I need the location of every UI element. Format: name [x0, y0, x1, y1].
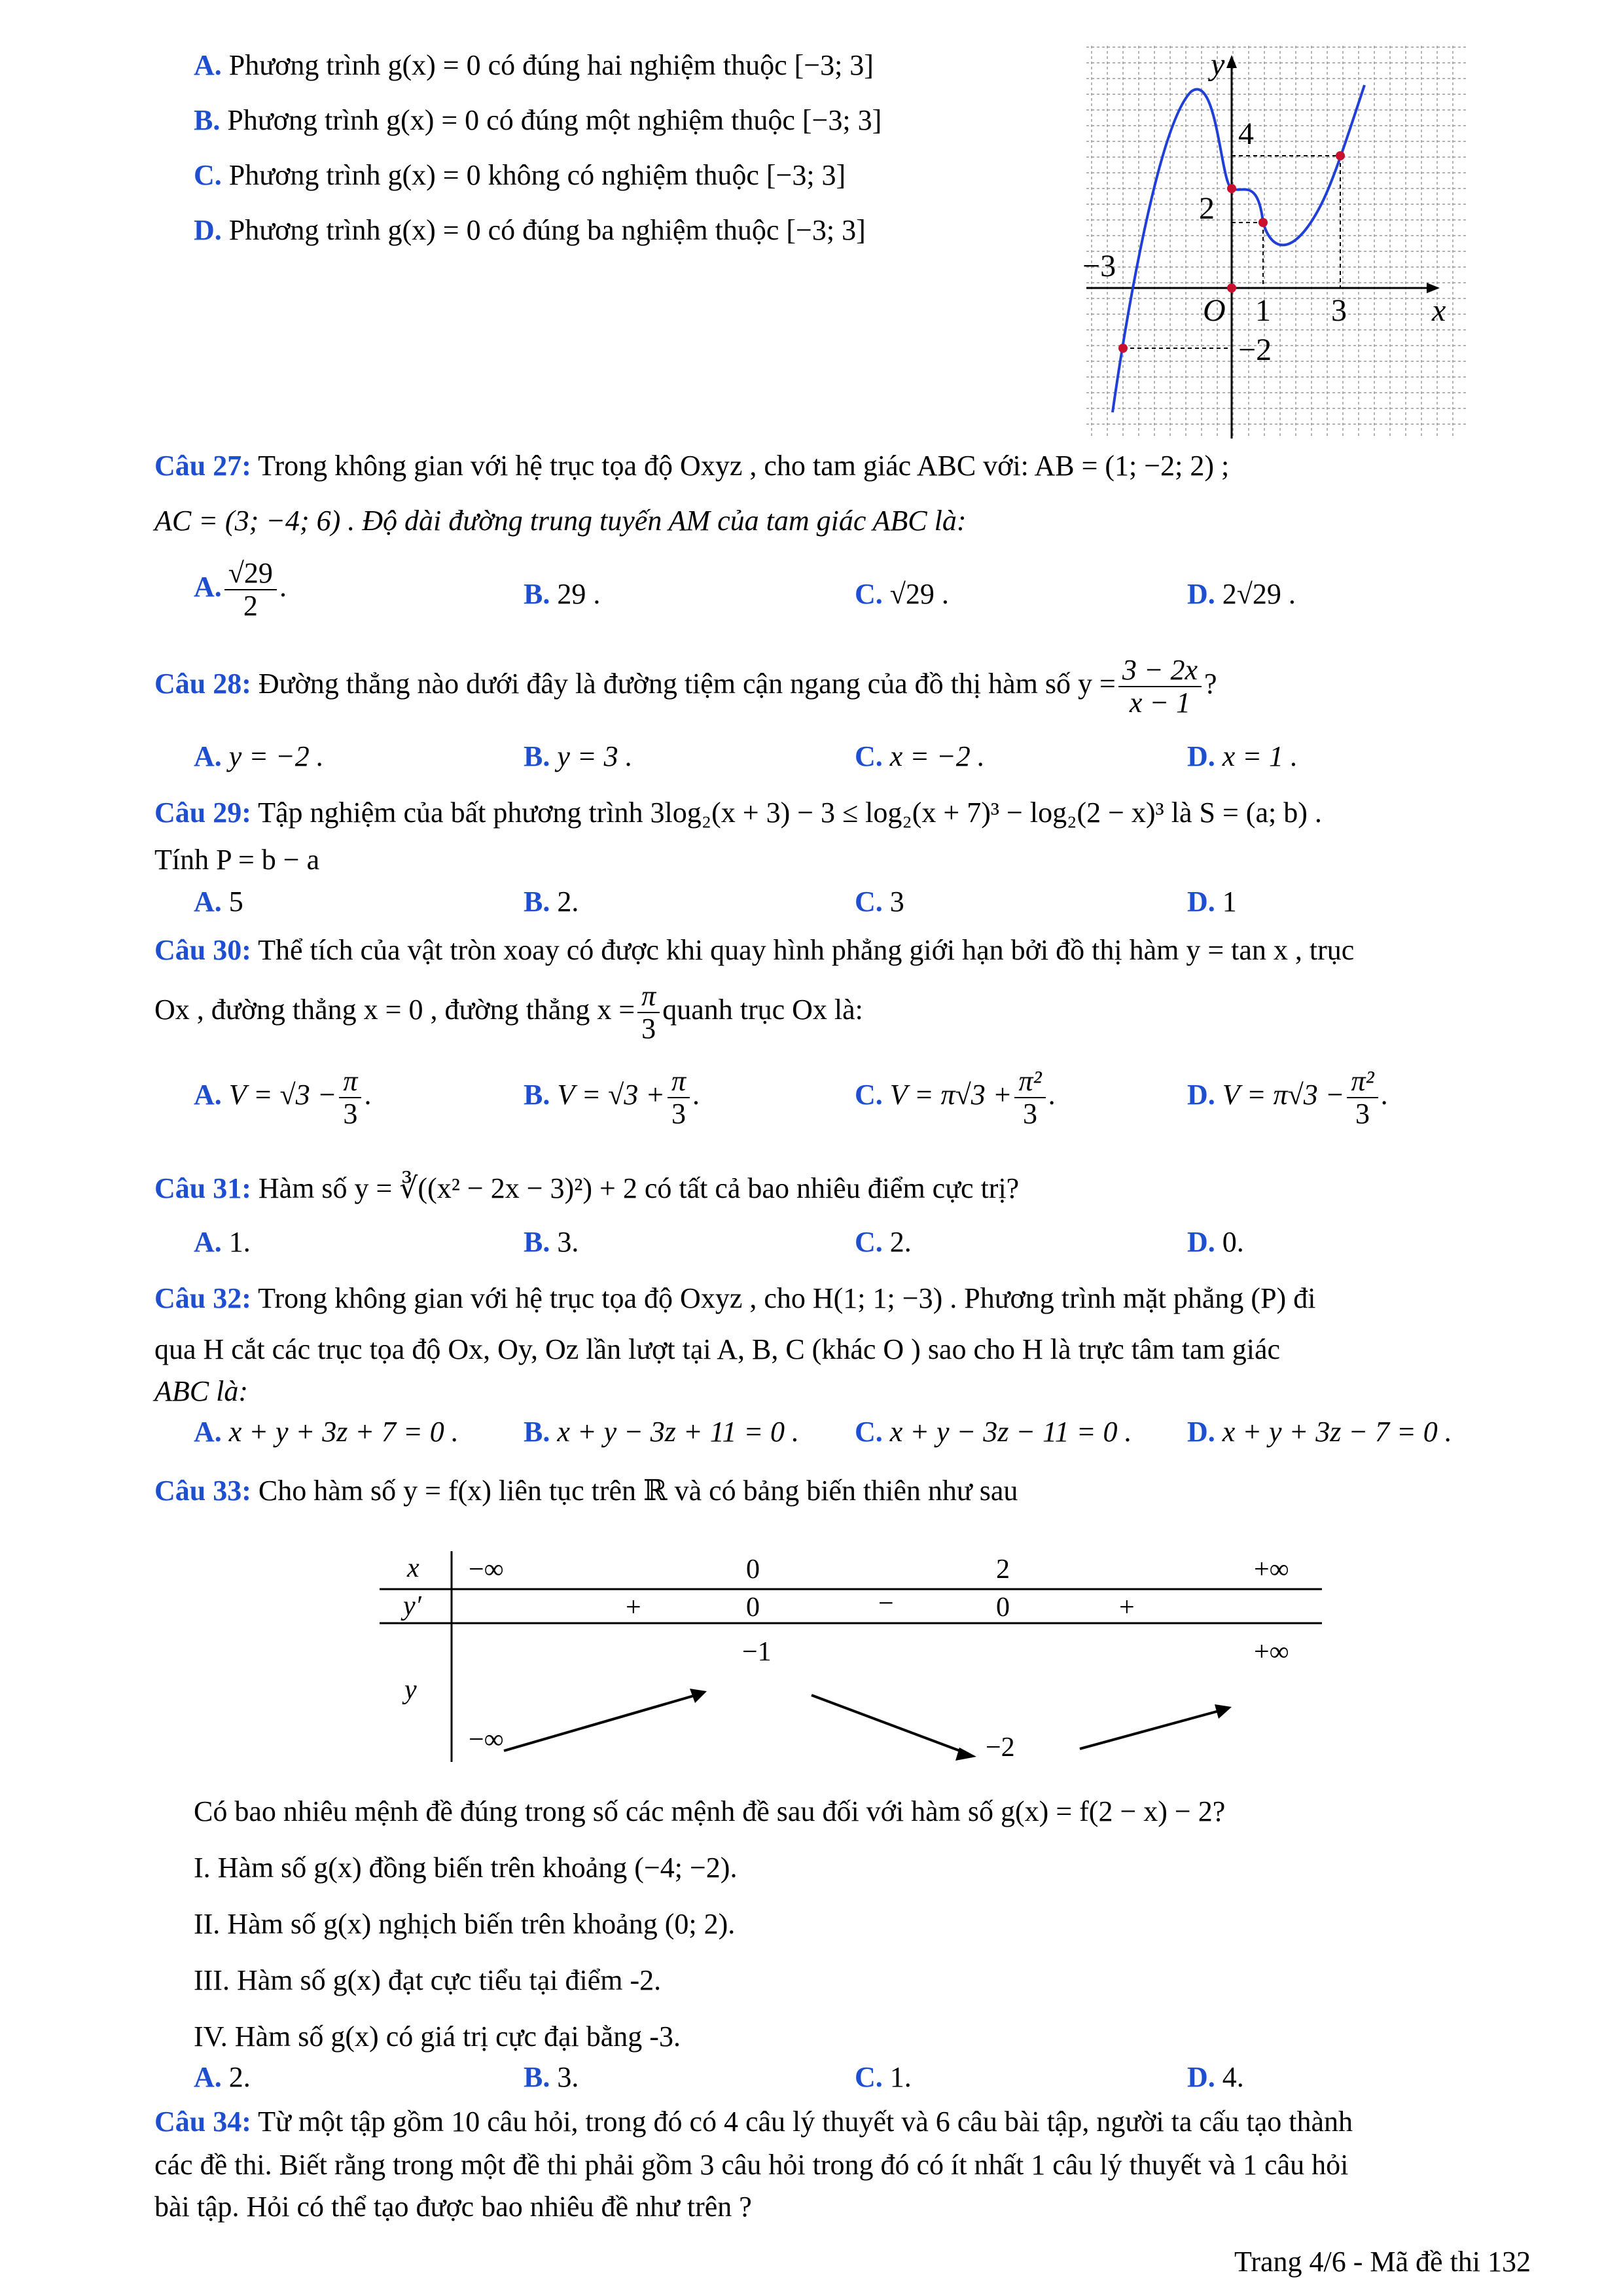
q30-option-a[interactable]: A. V = √3 − $\frac{\pi}{3}$ . — [194, 1065, 372, 1130]
sign-plus-2: + — [1119, 1592, 1135, 1623]
q33-option-c[interactable]: C. 1. — [855, 2061, 912, 2093]
q33-option-d[interactable]: D. 4. — [1187, 2061, 1244, 2093]
x-two: 2 — [996, 1554, 1010, 1585]
tick-x-1: 1 — [1255, 293, 1271, 328]
x-minus-inf: −∞ — [469, 1554, 504, 1585]
q30-line2: Ox , đường thẳng x = 0 , đường thẳng x = $\frac{\pi}{3}$ quanh trục Ox là: — [154, 980, 863, 1045]
q27-option-a[interactable]: A. $\frac{√29}{2}$ . — [194, 557, 287, 622]
sign-minus: − — [878, 1588, 894, 1619]
q33-sub-question: Có bao nhiêu mệnh đề đúng trong số các mệnh đề sau đối với hàm số g(x) = f(2 − x) − 2? — [194, 1795, 1226, 1827]
q30-option-c[interactable]: C. V = π√3 + $\frac{\text{π²}}{3}$ . — [855, 1065, 1056, 1130]
q30-option-b[interactable]: B. V = √3 + $\frac{\pi}{3}$ . — [524, 1065, 700, 1130]
tick-y-neg2: −2 — [1238, 332, 1272, 367]
q27-option-b[interactable]: B. 29 . — [524, 578, 601, 610]
point-x1 — [1258, 218, 1268, 227]
q30-a-fraction: $\frac{\pi}{3}$ — [339, 1066, 361, 1130]
q30-fraction: $\frac{\pi}{3}$ — [637, 980, 660, 1045]
q30-option-d[interactable]: D. V = π√3 − $\frac{\text{π²}}{3}$ . — [1187, 1065, 1388, 1130]
q34-line2: các đề thi. Biết rằng trong một đề thi phải gồm 3 câu hỏi trong đó có ít nhất 1 câu lý thuyết và 1 câu hỏi — [154, 2149, 1349, 2181]
arrow-down — [812, 1695, 969, 1754]
q29-option-a[interactable]: A. 5 — [194, 886, 243, 918]
function-graph — [1082, 46, 1479, 439]
arrow-up-1 — [504, 1694, 700, 1751]
q33-statement-3: III. Hàm số g(x) đạt cực tiểu tại điểm -2. — [194, 1964, 662, 1996]
q34-line1: Câu 34: Từ một tập gồm 10 câu hỏi, trong đó có 4 câu lý thuyết và 6 câu bài tập, người ta cấu tạo thành — [154, 2106, 1353, 2138]
q33-statement-1: I. Hàm số g(x) đồng biến trên khoảng (−4; −2). — [194, 1852, 738, 1884]
q28-option-b[interactable]: B. y = 3 . — [524, 740, 633, 772]
q31-option-b[interactable]: B. 3. — [524, 1226, 579, 1258]
sign-zero-2: 0 — [996, 1592, 1010, 1623]
q33-statement-2: II. Hàm số g(x) nghịch biến trên khoảng (0; 2). — [194, 1908, 736, 1940]
q33-option-b[interactable]: B. 3. — [524, 2061, 579, 2093]
q30-line1: Câu 30: Thể tích của vật tròn xoay có được khi quay hình phẳng giới hạn bởi đồ thị hàm y = tan x , trục — [154, 934, 1355, 966]
point-curve-y-axis — [1227, 184, 1236, 193]
q28-option-c[interactable]: C. x = −2 . — [855, 740, 985, 772]
variation-table — [380, 1551, 1335, 1787]
q27-option-d[interactable]: D. 2√29 . — [1187, 578, 1296, 610]
q32-line3: ABC là: — [154, 1375, 248, 1407]
y-minus-inf: −∞ — [469, 1725, 504, 1755]
row-x-label: x — [407, 1553, 419, 1583]
q26-option-b[interactable]: B. Phương trình g(x) = 0 có đúng một nghiệm thuộc [−3; 3] — [194, 104, 882, 136]
q29-option-c[interactable]: C. 3 — [855, 886, 904, 918]
q26-option-c[interactable]: C. Phương trình g(x) = 0 không có nghiệm thuộc [−3; 3] — [194, 159, 846, 191]
sign-plus-1: + — [626, 1592, 641, 1623]
q33-option-a[interactable]: A. 2. — [194, 2061, 251, 2093]
q31-question: Câu 31: Hàm số y = ∛((x² − 2x − 3)²) + 2 có tất cả bao nhiêu điểm cực trị? — [154, 1172, 1020, 1204]
q29-option-b[interactable]: B. 2. — [524, 886, 579, 918]
q33-question: Câu 33: Cho hàm số y = f(x) liên tục trên ℝ và có bảng biến thiên như sau — [154, 1475, 1018, 1507]
q30-d-fraction: $\frac{\text{π²}}{3}$ — [1347, 1066, 1378, 1130]
q28-fraction: $\frac{3 - 2x}{x - 1}$ — [1118, 655, 1202, 719]
variation-table-lines — [380, 1551, 1335, 1787]
q29-option-d[interactable]: D. 1 — [1187, 886, 1237, 918]
q34-line3: bài tập. Hỏi có thể tạo được bao nhiêu đề như trên ? — [154, 2191, 752, 2223]
point-x-neg3 — [1118, 344, 1128, 353]
x-axis-arrow — [1427, 283, 1440, 293]
arrow-up-2 — [1080, 1710, 1224, 1749]
q32-line1: Câu 32: Trong không gian với hệ trục tọa độ Oxyz , cho H(1; 1; −3) . Phương trình mặt phẳng (P) đi — [154, 1282, 1316, 1314]
y-plus-inf: +∞ — [1254, 1637, 1289, 1667]
tick-y-4: 4 — [1238, 117, 1254, 151]
q27-line2: AC = (3; −4; 6) . Độ dài đường trung tuyến AM của tam giác ABC là: — [154, 505, 967, 537]
q33-statement-4: IV. Hàm số g(x) có giá trị cực đại bằng -3. — [194, 2020, 681, 2053]
q28-option-d[interactable]: D. x = 1 . — [1187, 740, 1298, 772]
q30-c-fraction: $\frac{\text{π²}}{3}$ — [1014, 1066, 1045, 1130]
q26-option-d[interactable]: D. Phương trình g(x) = 0 có đúng ba nghiệm thuộc [−3; 3] — [194, 214, 866, 246]
y-min: −2 — [986, 1732, 1015, 1763]
y-axis-label: y — [1211, 47, 1225, 82]
tick-x-3: 3 — [1331, 293, 1347, 328]
q27-line1: Câu 27: Trong không gian với hệ trục tọa độ Oxyz , cho tam giác ABC với: AB = (1; −2; 2) ; — [154, 450, 1230, 482]
x-zero: 0 — [746, 1554, 760, 1585]
tick-x-neg3: −3 — [1082, 249, 1116, 283]
q31-option-c[interactable]: C. 2. — [855, 1226, 912, 1258]
q27-option-c[interactable]: C. √29 . — [855, 578, 949, 610]
q29-line1: Câu 29: Tập nghiệm của bất phương trình 3log₂(x + 3) − 3 ≤ log₂(x + 7)³ − log₂(2 − x)³ là S = (a; b) . — [154, 797, 1322, 829]
point-x3 — [1336, 151, 1345, 160]
tick-y-2: 2 — [1199, 191, 1215, 226]
q32-option-c[interactable]: C. x + y − 3z − 11 = 0 . — [855, 1416, 1132, 1448]
y-axis-arrow — [1226, 55, 1237, 68]
row-yprime-label: y′ — [403, 1591, 421, 1621]
y-max: −1 — [742, 1637, 772, 1667]
q31-option-d[interactable]: D. 0. — [1187, 1226, 1244, 1258]
q32-option-d[interactable]: D. x + y + 3z − 7 = 0 . — [1187, 1416, 1452, 1448]
sign-zero-1: 0 — [746, 1592, 760, 1623]
q30-b-fraction: $\frac{\pi}{3}$ — [668, 1066, 690, 1130]
q28-question: Câu 28: Đường thẳng nào dưới đây là đường tiệm cận ngang của đồ thị hàm số y = $\frac{3 - 2x}{x - 1}$ ? — [154, 654, 1217, 719]
q26-option-a[interactable]: A. Phương trình g(x) = 0 có đúng hai nghiệm thuộc [−3; 3] — [194, 49, 874, 81]
q31-option-a[interactable]: A. 1. — [194, 1226, 251, 1258]
page-footer: Trang 4/6 - Mã đề thi 132 — [1234, 2246, 1531, 2278]
q32-option-b[interactable]: B. x + y − 3z + 11 = 0 . — [524, 1416, 800, 1448]
x-plus-inf: +∞ — [1254, 1554, 1289, 1585]
q28-option-a[interactable]: A. y = −2 . — [194, 740, 324, 772]
q29-line2: Tính P = b − a — [154, 844, 320, 876]
x-axis-label: x — [1432, 293, 1446, 328]
point-origin — [1227, 283, 1236, 293]
q32-option-a[interactable]: A. x + y + 3z + 7 = 0 . — [194, 1416, 459, 1448]
q27-a-fraction: $\frac{√29}{2}$ — [224, 558, 277, 622]
q32-line2: qua H cắt các trục tọa độ Ox, Oy, Oz lần lượt tại A, B, C (khác O ) sao cho H là trực tâm tam giác — [154, 1333, 1281, 1365]
origin-label: O — [1203, 293, 1226, 328]
row-y-label: y — [404, 1675, 417, 1705]
